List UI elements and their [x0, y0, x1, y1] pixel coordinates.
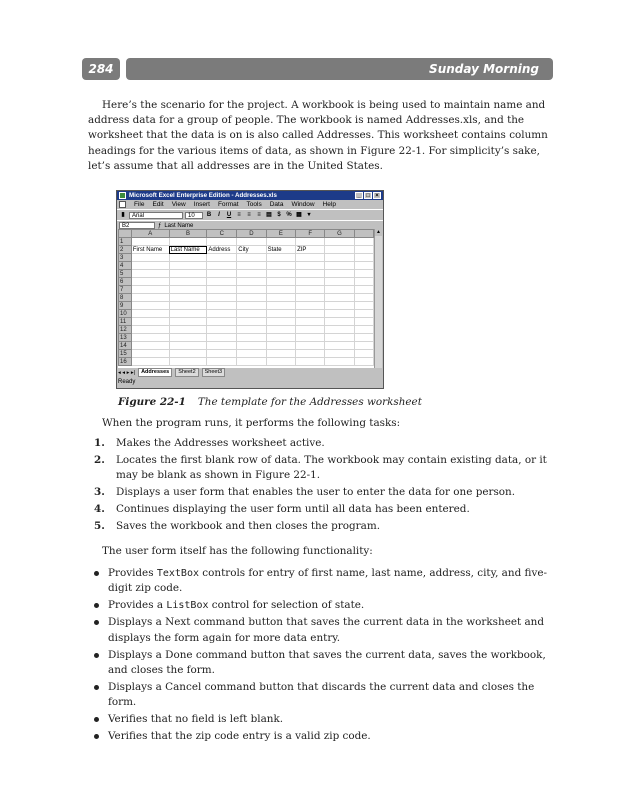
caption-text: The template for the Addresses worksheet — [197, 396, 422, 408]
format-toolbar — [117, 209, 383, 220]
maximize-icon[interactable]: □ — [364, 192, 372, 199]
header-bar — [126, 58, 553, 80]
align-center-icon[interactable]: ≡ — [247, 212, 251, 218]
minimize-icon[interactable]: _ — [355, 192, 363, 199]
row-header[interactable]: 13 — [119, 334, 132, 342]
menu-data[interactable]: Data — [269, 201, 284, 208]
item-text: Displays a Next command button that saves the current data in the worksheet and displays the form again for more data entry. — [108, 616, 545, 644]
item-text: Verifies that the zip code entry is a valid zip code. — [108, 730, 371, 743]
row-header[interactable]: 16 — [119, 358, 132, 366]
menu-tools[interactable]: Tools — [246, 201, 262, 208]
item-number: 5. — [94, 520, 105, 533]
list-item — [88, 712, 554, 727]
column-header[interactable]: G — [325, 230, 354, 238]
tab-sheet3[interactable]: Sheet3 — [202, 368, 225, 377]
select-all-corner[interactable] — [119, 230, 132, 238]
font-name-select[interactable]: Arial — [129, 212, 183, 219]
menu-help[interactable]: Help — [322, 201, 336, 208]
intro-block — [88, 98, 554, 174]
excel-app-icon — [119, 192, 126, 199]
formula-content[interactable]: Last Name — [164, 222, 194, 229]
item-text: Displays a user form that enables the user to enter the data for one person. — [116, 486, 516, 499]
list-item — [88, 485, 554, 500]
bullet-icon — [94, 603, 99, 608]
align-left-icon[interactable]: ≡ — [237, 212, 241, 218]
function-icon[interactable]: ƒ — [158, 222, 162, 229]
bullet-icon — [94, 717, 99, 722]
column-header[interactable]: C — [207, 230, 237, 238]
row-header[interactable]: 10 — [119, 310, 132, 318]
column-header[interactable] — [354, 230, 373, 238]
cell-first-name[interactable]: First Name — [131, 246, 169, 254]
item-text: controls for entry of first name, last name, address, city, and five-digit zip code. — [108, 567, 547, 595]
column-header[interactable]: A — [131, 230, 169, 238]
status-bar: Ready — [118, 379, 136, 385]
list-item — [88, 615, 554, 645]
bold-icon[interactable]: B — [206, 212, 212, 218]
cell-last-name[interactable]: Last Name — [169, 246, 207, 254]
fill-color-icon[interactable]: ▾ — [307, 212, 311, 218]
scroll-up-icon[interactable]: ▲ — [376, 229, 381, 235]
close-icon[interactable]: × — [373, 192, 381, 199]
vertical-scrollbar[interactable] — [374, 229, 382, 368]
excel-titlebar — [117, 191, 383, 200]
tab-sheet2[interactable]: Sheet2 — [175, 368, 198, 377]
cell-state[interactable]: State — [266, 246, 296, 254]
menu-file[interactable]: File — [134, 201, 145, 208]
column-header[interactable]: F — [296, 230, 325, 238]
item-number: 3. — [94, 486, 105, 499]
sheet-table — [118, 229, 374, 366]
row-header[interactable]: 15 — [119, 350, 132, 358]
item-text: Continues displaying the user form until all data has been entered. — [116, 503, 470, 516]
list-item — [88, 729, 554, 744]
list-item — [88, 680, 554, 710]
tasks-list — [88, 436, 554, 534]
borders-icon[interactable]: ▦ — [296, 212, 302, 218]
menu-edit[interactable]: Edit — [152, 201, 164, 208]
row-header[interactable]: 7 — [119, 286, 132, 294]
bullet-icon — [94, 685, 99, 690]
menubar — [117, 200, 383, 209]
features-intro: The user form itself has the following functionality: — [102, 545, 373, 557]
features-block — [88, 544, 554, 746]
row-header[interactable]: 14 — [119, 342, 132, 350]
row-header[interactable]: 6 — [119, 278, 132, 286]
toolbar-grip-icon: ▮ — [121, 212, 125, 218]
align-right-icon[interactable]: ≡ — [257, 212, 261, 218]
row-header[interactable]: 4 — [119, 262, 132, 270]
item-text: Provides — [108, 567, 157, 580]
item-text: Saves the workbook and then closes the program. — [116, 520, 380, 533]
item-text: Makes the Addresses worksheet active. — [116, 437, 325, 450]
merge-center-icon[interactable]: ▤ — [266, 212, 272, 218]
cell-zip[interactable]: ZIP — [296, 246, 325, 254]
code-term: TextBox — [156, 568, 199, 580]
item-text: Provides a — [108, 599, 167, 612]
page-number: 284 — [82, 58, 120, 80]
tab-nav-icon[interactable]: ◂ ◂ ▸ ▸| — [118, 369, 136, 376]
item-text: Locates the first blank row of data. The workbook may contain existing data, or it may be blank as shown in Figure 22-1. — [116, 454, 547, 482]
bullet-icon — [94, 620, 99, 625]
row-header[interactable]: 9 — [119, 302, 132, 310]
row-header[interactable]: 5 — [119, 270, 132, 278]
list-item — [88, 436, 554, 451]
item-number: 4. — [94, 503, 105, 516]
menu-insert[interactable]: Insert — [193, 201, 210, 208]
features-list — [88, 566, 554, 744]
list-item — [88, 598, 554, 613]
font-size-select[interactable]: 10 — [185, 212, 203, 219]
cell-city[interactable]: City — [237, 246, 266, 254]
excel-figure — [116, 190, 384, 389]
name-box[interactable]: B2 — [119, 222, 155, 229]
item-number: 2. — [94, 454, 105, 467]
row-header[interactable]: 3 — [119, 254, 132, 262]
menu-view[interactable]: View — [171, 201, 186, 208]
column-header[interactable]: D — [237, 230, 266, 238]
bullet-icon — [94, 571, 99, 576]
section-title: Sunday Morning — [429, 62, 539, 76]
bullet-icon — [94, 734, 99, 739]
intro-paragraph: Here’s the scenario for the project. A workbook is being used to maintain name and address data for a group of people. The workbook is named Addresses.xls, and the worksheet that the data is on is also called Addresses. This worksheet contains column headings for the various items of data, as shown in Figure 22-1. For simplicity’s sake, let’s assume that all addresses are in the United States. — [88, 99, 548, 172]
list-item — [88, 648, 554, 678]
tasks-intro: When the program runs, it performs the following tasks: — [102, 417, 401, 429]
menu-window[interactable]: Window — [291, 201, 315, 208]
figure-caption — [118, 396, 422, 408]
row-header[interactable]: 12 — [119, 326, 132, 334]
worksheet-grid[interactable] — [118, 229, 374, 368]
code-term: ListBox — [166, 600, 209, 612]
cell-address[interactable]: Address — [207, 246, 237, 254]
underline-icon[interactable]: U — [226, 212, 232, 218]
column-header[interactable]: B — [169, 230, 207, 238]
window-title: Microsoft Excel Enterprise Edition - Addresses.xls — [129, 192, 277, 199]
item-number: 1. — [94, 437, 105, 450]
list-item — [88, 453, 554, 483]
column-header[interactable]: E — [266, 230, 296, 238]
percent-icon[interactable]: % — [286, 212, 292, 218]
currency-icon[interactable]: $ — [277, 212, 281, 218]
row-header[interactable]: 8 — [119, 294, 132, 302]
item-text: Displays a Cancel command button that discards the current data and closes the form. — [108, 680, 535, 709]
row-header[interactable]: 2 — [119, 246, 132, 254]
caption-label: Figure 22-1 — [118, 396, 186, 408]
page-header — [82, 58, 553, 80]
row-header[interactable]: 11 — [119, 318, 132, 326]
item-text: Displays a Done command button that saves the current data, saves the workbook, and closes the form. — [108, 648, 546, 676]
tasks-block — [88, 416, 554, 536]
list-item — [88, 519, 554, 534]
item-text: control for selection of state. — [208, 599, 365, 612]
menu-format[interactable]: Format — [217, 201, 239, 208]
tab-addresses[interactable]: Addresses — [138, 368, 172, 377]
row-header[interactable]: 1 — [119, 238, 132, 246]
list-item — [88, 566, 554, 596]
item-text: Verifies that no field is left blank. — [108, 713, 284, 726]
list-item — [88, 502, 554, 517]
italic-icon[interactable]: I — [218, 212, 220, 218]
sheet-tab-bar — [118, 368, 382, 377]
document-icon — [119, 201, 126, 208]
bullet-icon — [94, 653, 99, 658]
